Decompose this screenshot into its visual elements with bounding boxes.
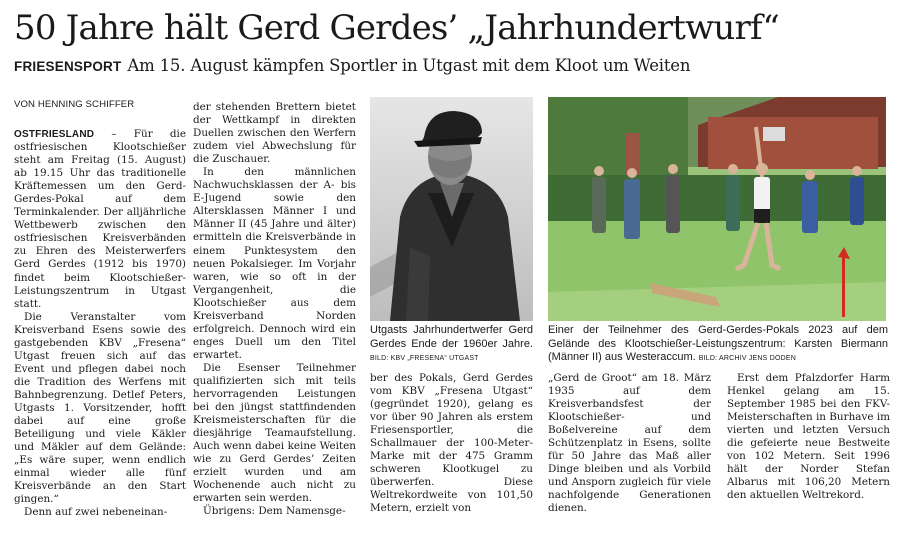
text-column-3 xyxy=(370,372,533,516)
paragraph: ber des Pokals, Gerd Gerdes vom KBV „Fresena Utgast“ (gegründet 1920), gelang es vor über 90 Jahren als erstem Friesensportler, die Schallmauer der 100-Meter-Marke mit der 475 Gramm schweren Klootkugel zu überwerfen. Diese Weltrekordweite von 101,50 Metern, erzielt von xyxy=(370,372,533,515)
action-photo-illustration xyxy=(548,97,886,321)
paragraph: Die Veranstalter vom Kreisverband Esens sowie des gastgebenden KBV „Fresena“ Utgast freuen sich auf das Event und pflegen dabei noch die Tradition des Werfens mit Bahnbegrenzung. Detlef Peters, Utgasts 1. Vorsitzender, hofft dabei auf eine große Beteiligung und viele Käkler und Mäkler auf dem Gelände: „Es wäre super, wenn endlich einmal wieder alle fünf Kreisverbände an den Start gingen.“ xyxy=(14,310,186,506)
portrait-photo-illustration xyxy=(370,97,533,321)
text-column-5 xyxy=(727,372,890,502)
photo-credit: BILD: KBV „FRESENA“ UTGAST xyxy=(370,355,479,362)
paragraph xyxy=(14,128,186,311)
paragraph: der stehenden Brettern bietet der Wettkampf in direkten Duellen zwischen den Werfern zudem viel Abwechslung für die Zuschauer. xyxy=(193,101,356,166)
paragraph-text: – Für die ostfriesischen Klootschießer steht am Freitag (15. August) ab 19.15 Uhr das traditionelle Kräftemessen um den Gerd-Gerdes-Pokal auf dem Terminkalender. Der alljährliche Wettbewerb zwischen den ostfriesischen Kreisverbänden zu Ehren des Meisterwerfers Gerd Gerdes (1912 bis 1970) findet beim Klootschießer-Leistungszentrum in Utgast statt. xyxy=(14,128,186,310)
text-column-1 xyxy=(14,128,186,519)
paragraph: In den männlichen Nachwuchsklassen der A- bis E-Jugend sowie den Altersklassen Männer I und Männer II (45 Jahre und älter) ermitteln die Kreisverbände in einem Punktesystem den neuen Pokalsieger. Im Vorjahr waren, wie so oft in der Vergangenheit, die Klootschießer aus dem Kreisverband Norden erfolgreich. Dennoch wird ein enges Duell um den Titel erwartet. xyxy=(193,166,356,361)
paragraph: „Gerd de Groot“ am 18. März 1935 auf dem Kreisverbandsfest der Klootschießer- und Boßelvereine auf dem Schützenplatz in Esens, sollte für 50 Jahre das Maß aller Dinge bleiben und als Vorbild und Ansporn zugleich für viele nachfolgende Generationen dienen. xyxy=(548,372,711,515)
photo-credit: BILD: ARCHIV JENS DODEN xyxy=(698,355,796,362)
article-headline: 50 Jahre hält Gerd Gerdes’ „Jahrhundertwurf“ xyxy=(14,8,779,48)
caption-text: Utgasts Jahrhundertwerfer Gerd Gerdes Ende der 1960er Jahre. xyxy=(370,324,533,350)
paragraph: Übrigens: Dem Namensge- xyxy=(203,505,346,518)
section-kicker: FRIESENSPORT xyxy=(14,59,122,74)
photo-caption-2 xyxy=(548,324,888,366)
action-photo-kloot-thrower xyxy=(548,97,886,321)
paragraph: Die Esenser Teilnehmer qualifizierten sich mit teils hervorragenden Leistungen bei den jüngst stattfindenden Kreismeisterschaften für die diesjährige Teamaufstellung. Auch wenn dabei keine Weiten wie zu Gerd Gerdes’ Zeiten erzielt wurden und am Wochenende auch nicht zu erwarten sein werden. xyxy=(193,361,356,505)
paragraph: Erst dem Pfalzdorfer Harm Henkel gelang am 15. September 1985 bei den FKV-Meisterschaften in Burhave im vierten und letzten Versuch die gefeierte neue Bestweite von 102 Metern. Seit 1996 hält der Norder Stefan Albarus mit 106,20 Metern den aktuellen Weltrekord. xyxy=(727,372,890,502)
portrait-photo-gerd-gerdes xyxy=(370,97,533,321)
text-column-2 xyxy=(193,101,356,519)
paragraph: Denn auf zwei nebeneinan- xyxy=(24,506,168,519)
photo-caption-1 xyxy=(370,324,533,366)
subheadline-text: Am 15. August kämpfen Sportler in Utgast mit dem Kloot um Weiten xyxy=(127,56,691,75)
caption-text: Einer der Teilnehmer des Gerd-Gerdes-Pokals 2023 auf dem Gelände des Klootschießer-Leistungszentrum: Karsten Biermann (Männer II) aus Westeraccum. xyxy=(548,324,888,363)
dateline-location: OSTFRIESLAND xyxy=(14,129,95,140)
article-subheadline xyxy=(14,56,894,77)
text-column-4 xyxy=(548,372,711,516)
author-byline: VON HENNING SCHIFFER xyxy=(14,99,135,110)
